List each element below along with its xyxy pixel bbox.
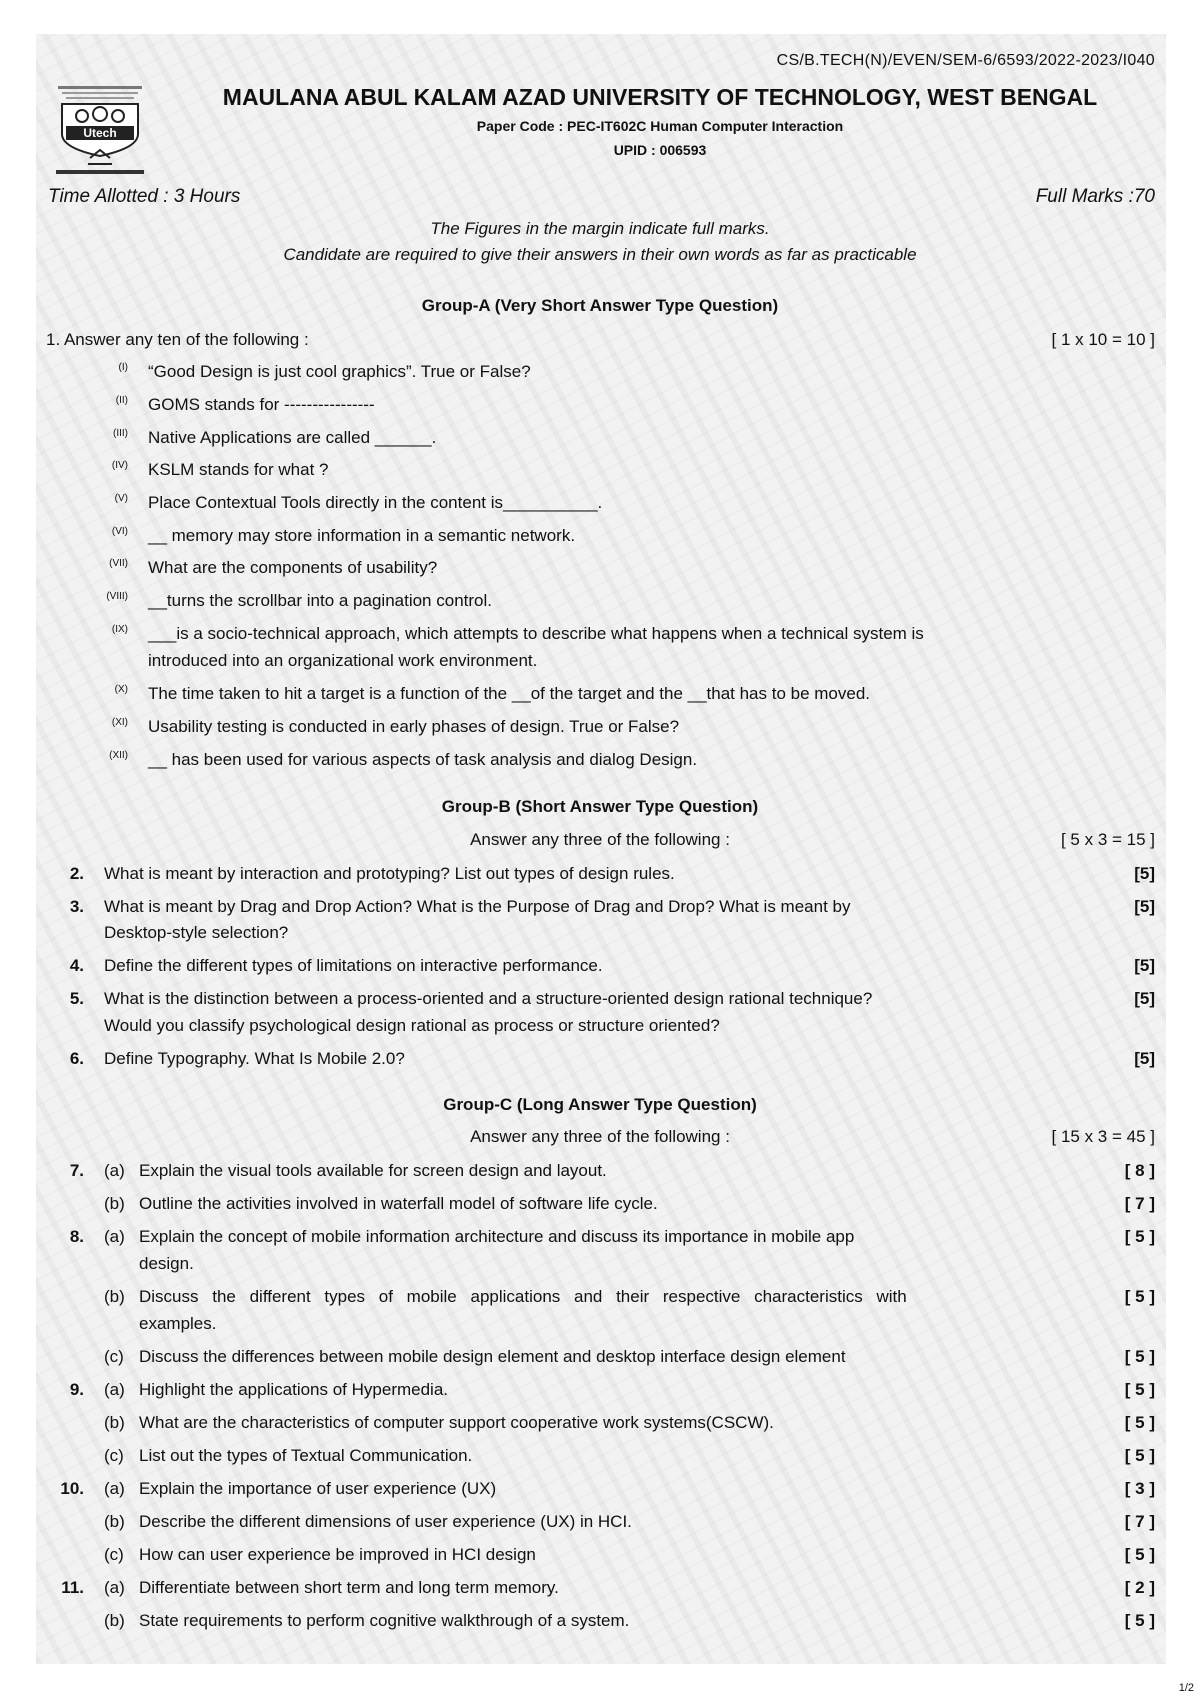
question-marks: [ 7 ] bbox=[1124, 1194, 1155, 1213]
question-text: How can user experience be improved in HCI design bbox=[139, 1545, 536, 1564]
question-text: Discuss the differences between mobile design element and desktop interface design element bbox=[139, 1347, 846, 1366]
question-text-continued: Would you classify psychological design rational as process or structure oriented? bbox=[104, 1016, 720, 1035]
question-text: __turns the scrollbar into a pagination control. bbox=[148, 591, 492, 610]
question-marks: [5] bbox=[1134, 864, 1155, 883]
question-marks: [ 5 ] bbox=[1124, 1446, 1155, 1465]
question-text: Differentiate between short term and long term memory. bbox=[139, 1578, 559, 1597]
question-part: (b) bbox=[104, 1611, 125, 1630]
question-number: 6. bbox=[69, 1049, 84, 1068]
question-text: Describe the different dimensions of user experience (UX) in HCI. bbox=[139, 1512, 632, 1531]
question-marks: [ 5 ] bbox=[1124, 1611, 1155, 1630]
paper-code: Paper Code : PEC-IT602C Human Computer Interaction bbox=[476, 118, 844, 134]
university-name: MAULANA ABUL KALAM AZAD UNIVERSITY OF TECHNOLOGY, WEST BENGAL bbox=[222, 84, 1098, 110]
question-text-continued: examples. bbox=[139, 1314, 217, 1333]
question-text: Discuss the different types of mobile applications and their respective characteristics with bbox=[139, 1287, 907, 1306]
question-text: Usability testing is conducted in early phases of design. True or False? bbox=[148, 717, 680, 736]
question-number: 11. bbox=[61, 1578, 84, 1597]
question-number: (VIII) bbox=[106, 591, 128, 602]
question-text: __ memory may store information in a semantic network. bbox=[148, 526, 576, 545]
question-part: (a) bbox=[104, 1227, 125, 1246]
time-allotted: Time Allotted : 3 Hours bbox=[48, 186, 241, 207]
question-text: List out the types of Textual Communication. bbox=[139, 1446, 473, 1465]
group-b-prompt: Answer any three of the following : bbox=[470, 830, 730, 849]
question-number: (V) bbox=[114, 493, 128, 504]
full-marks: Full Marks :70 bbox=[1035, 186, 1155, 207]
group-c-prompt: Answer any three of the following : bbox=[470, 1127, 730, 1146]
question-marks: [5] bbox=[1134, 897, 1155, 916]
question-number: (II) bbox=[115, 395, 128, 406]
question-text: “Good Design is just cool graphics”. True or False? bbox=[148, 362, 531, 381]
question-number: (I) bbox=[118, 362, 128, 373]
question-marks: [ 5 ] bbox=[1124, 1347, 1155, 1366]
group-c-title: Group-C (Long Answer Type Question) bbox=[443, 1095, 757, 1114]
question-part: (a) bbox=[104, 1578, 125, 1597]
question-number: (VI) bbox=[111, 526, 128, 537]
question-text: Explain the importance of user experience (UX) bbox=[139, 1479, 497, 1498]
question-marks: [ 7 ] bbox=[1124, 1512, 1155, 1531]
question-text: Highlight the applications of Hypermedia. bbox=[139, 1380, 449, 1399]
group-a-marks: [ 1 x 10 = 10 ] bbox=[1051, 330, 1155, 349]
question-text: Define Typography. What Is Mobile 2.0? bbox=[104, 1049, 405, 1068]
upid: UPID : 006593 bbox=[613, 142, 707, 158]
question-text-continued: Desktop-style selection? bbox=[104, 923, 289, 942]
question-marks: [5] bbox=[1134, 989, 1155, 1008]
question-text: KSLM stands for what ? bbox=[148, 460, 329, 479]
group-b-marks: [ 5 x 3 = 15 ] bbox=[1060, 830, 1155, 849]
group-a-title: Group-A (Very Short Answer Type Question) bbox=[421, 296, 779, 315]
question-text: Define the different types of limitations on interactive performance. bbox=[104, 956, 603, 975]
question-number: 3. bbox=[69, 897, 84, 916]
question-text: Explain the visual tools available for screen design and layout. bbox=[139, 1161, 607, 1180]
question-text: The time taken to hit a target is a function of the __of the target and the __that has to be moved. bbox=[148, 684, 871, 703]
question-text: ___is a socio-technical approach, which attempts to describe what happens when a technical system is bbox=[148, 624, 924, 643]
question-text: What is meant by interaction and prototyping? List out types of design rules. bbox=[104, 864, 675, 883]
question-part: (c) bbox=[104, 1347, 124, 1366]
question-text: What are the characteristics of computer support cooperative work systems(CSCW). bbox=[139, 1413, 774, 1432]
question-number: (VII) bbox=[109, 558, 128, 569]
question-part: (a) bbox=[104, 1380, 125, 1399]
group-a-prompt: 1. Answer any ten of the following : bbox=[46, 330, 309, 349]
question-number: (III) bbox=[113, 428, 128, 439]
question-part: (a) bbox=[104, 1479, 125, 1498]
question-text: Native Applications are called ______. bbox=[148, 428, 437, 447]
question-marks: [ 5 ] bbox=[1124, 1287, 1155, 1306]
question-number: (XII) bbox=[109, 750, 128, 761]
question-text-continued: introduced into an organizational work environment. bbox=[148, 651, 538, 670]
question-number: 9. bbox=[69, 1380, 84, 1399]
question-text: What are the components of usability? bbox=[148, 558, 438, 577]
group-c-marks: [ 15 x 3 = 45 ] bbox=[1051, 1127, 1155, 1146]
question-text: State requirements to perform cognitive walkthrough of a system. bbox=[139, 1611, 630, 1630]
question-marks: [ 3 ] bbox=[1124, 1479, 1155, 1498]
question-number: (IV) bbox=[111, 460, 128, 471]
question-text: What is meant by Drag and Drop Action? What is the Purpose of Drag and Drop? What is meant by bbox=[104, 897, 851, 916]
question-part: (b) bbox=[104, 1413, 125, 1432]
group-b-title: Group-B (Short Answer Type Question) bbox=[441, 797, 759, 816]
question-text-continued: design. bbox=[139, 1254, 194, 1273]
university-logo bbox=[52, 82, 148, 182]
question-number: (X) bbox=[114, 684, 128, 695]
question-marks: [ 5 ] bbox=[1124, 1545, 1155, 1564]
question-marks: [ 5 ] bbox=[1124, 1380, 1155, 1399]
question-part: (b) bbox=[104, 1287, 125, 1306]
question-text: GOMS stands for ---------------- bbox=[148, 395, 375, 414]
question-marks: [ 8 ] bbox=[1124, 1161, 1155, 1180]
svg-text:Utech: Utech bbox=[83, 126, 117, 140]
question-part: (b) bbox=[104, 1194, 125, 1213]
question-marks: [5] bbox=[1134, 1049, 1155, 1068]
page-number: 1/2 bbox=[1178, 1682, 1194, 1694]
question-number: 10. bbox=[60, 1479, 84, 1498]
question-text: Outline the activities involved in waterfall model of software life cycle. bbox=[139, 1194, 658, 1213]
question-number: (XI) bbox=[111, 717, 128, 728]
question-number: 5. bbox=[69, 989, 84, 1008]
paper-reference-code: CS/B.TECH(N)/EVEN/SEM-6/6593/2022-2023/I040 bbox=[776, 52, 1155, 69]
instruction-own-words: Candidate are required to give their answers in their own words as far as practicable bbox=[283, 245, 917, 264]
question-number: 7. bbox=[69, 1161, 84, 1180]
question-part: (c) bbox=[104, 1446, 124, 1465]
question-text: __ has been used for various aspects of task analysis and dialog Design. bbox=[148, 750, 698, 769]
question-marks: [5] bbox=[1134, 956, 1155, 975]
question-marks: [ 2 ] bbox=[1124, 1578, 1155, 1597]
question-part: (b) bbox=[104, 1512, 125, 1531]
instruction-figures: The Figures in the margin indicate full marks. bbox=[430, 219, 770, 238]
question-number: 4. bbox=[69, 956, 84, 975]
question-number: (IX) bbox=[111, 624, 128, 635]
question-marks: [ 5 ] bbox=[1124, 1413, 1155, 1432]
question-number: 8. bbox=[69, 1227, 84, 1246]
question-marks: [ 5 ] bbox=[1124, 1227, 1155, 1246]
question-number: 2. bbox=[69, 864, 84, 883]
question-text: Explain the concept of mobile information architecture and discuss its importance in mobile app bbox=[139, 1227, 855, 1246]
question-part: (c) bbox=[104, 1545, 124, 1564]
question-text: Place Contextual Tools directly in the content is__________. bbox=[148, 493, 603, 512]
question-part: (a) bbox=[104, 1161, 125, 1180]
question-text: What is the distinction between a process-oriented and a structure-oriented design rational technique? bbox=[104, 989, 873, 1008]
